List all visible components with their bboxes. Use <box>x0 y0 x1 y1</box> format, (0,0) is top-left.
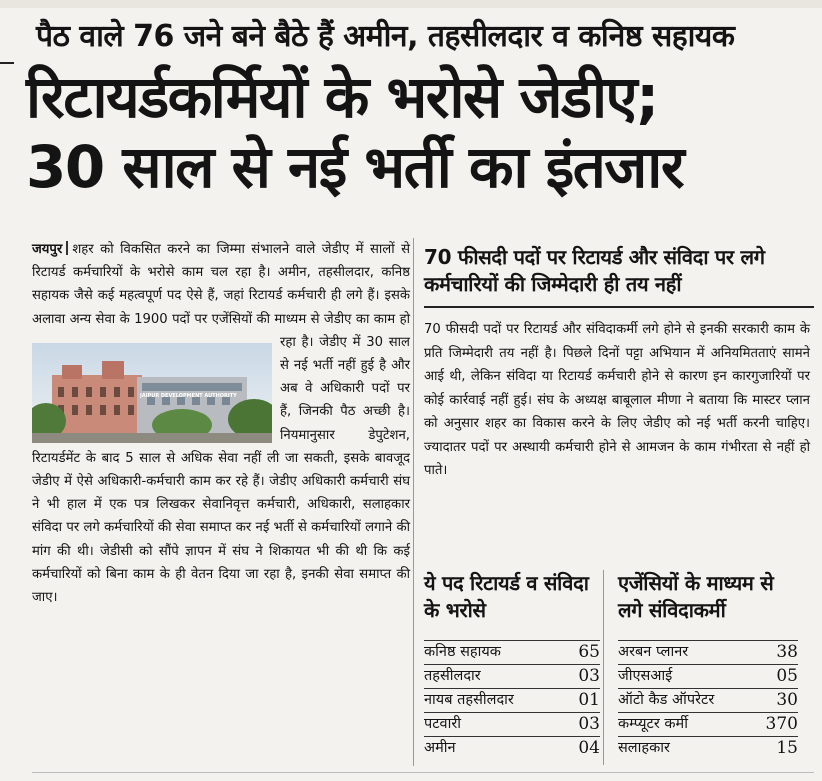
article-paragraph-b: पर एजेंसियों की माध्यम से जेडीए का काम हो रहा है। जेडीए में 30 साल से नई भर्ती नहीं हुई है और अब वे अधिकारी पदों पर हैं, जिनकी पैठ अच्छी है। नियमानुसार डेपुटेशन, रिटायर्डमेंट के बाद 5 साल से अधिक सेवा नहीं ली जा सकती, इसके बावजूद जेडीए में ऐसे अधिकारी-कर्मचारी काम कर रहे हैं। जेडीए अधिकारी कर्मचारी संघ ने भी हाल में एक पत्र लिखकर सेवानिवृत्त कर्मचारी, अधिकारी, सलाहकार संविदा पर लगे कर्मचारियों की सेवा समाप्त कर नई भर्ती से कर्मचारियों लगाने की मांग की थी। जेडीसी को सौंपे ज्ञापन में संघ ने शिकायत भी की थी कि कई कर्मचारियों को बिना काम के ही वेतन दिया जा रहा है, इनकी सेवा समाप्त की जाए। <box>32 311 410 606</box>
row-value: 38 <box>776 642 798 662</box>
row-value: 05 <box>776 666 798 686</box>
row-label: पटवारी <box>424 716 462 732</box>
row-label: जीएसआई <box>618 668 673 684</box>
row-value: 15 <box>776 738 798 758</box>
jda-building-photo <box>32 343 272 443</box>
row-value: 03 <box>578 714 600 734</box>
sidebar-heading-underline <box>424 306 814 308</box>
row-label: कनिष्ठ सहायक <box>424 644 501 660</box>
row-label: अमीन <box>424 740 456 756</box>
row-value: 04 <box>578 738 600 758</box>
row-value: 03 <box>578 666 600 686</box>
table-divider <box>603 570 604 765</box>
column-divider <box>413 238 414 766</box>
table-row <box>618 640 798 664</box>
agency-table-title: एजेंसियों के माध्यम से लगे संविदाकर्मी <box>618 571 774 622</box>
table-row <box>424 712 600 736</box>
table-row <box>618 688 798 712</box>
sidebar-heading: 70 फीसदी पदों पर रिटायर्ड और संविदा पर लगे कर्मचारियों की जिम्मेदारी ही तय नहीं <box>424 245 765 296</box>
dateline: जयपुर <box>32 242 63 257</box>
row-label: ऑटो कैड ऑपरेटर <box>618 692 715 708</box>
kicker-headline: पैठ वाले 76 जने बने बैठे हैं अमीन, तहसीलदार व कनिष्ठ सहायक <box>36 19 735 54</box>
table-row <box>424 664 600 688</box>
article-body <box>32 238 410 609</box>
dateline-separator <box>66 241 68 255</box>
headline-line-2: 30 साल से नई भर्ती का इंतजार <box>26 133 684 201</box>
retired-table-title: ये पद रिटायर्ड व संविदा के भरोसे <box>424 571 589 622</box>
row-label: नायब तहसीलदार <box>424 692 514 708</box>
row-label: अरबन प्लानर <box>618 644 689 660</box>
table-row <box>618 712 798 736</box>
sidebar-body: 70 फीसदी पदों पर रिटायर्ड और संविदाकर्मी लगे होने से इनकी सरकारी काम के प्रति जिम्मेदारी तय नहीं है। पिछले दिनों पट्टा अभियान में अनियमितताएं सामने आई थी, लेकिन संविदा या रिटायर्ड कर्मचारी होने से कारण इन कारगुजारियों पर कोई कार्रवाई नहीं हुई। संघ के अध्यक्ष बाबूलाल मीणा ने बताया कि मास्टर प्लान को अनुसार शहर का विकास करने के लिए जेडीए को नई भर्ती करनी चाहिए। ज्यादातर पदों पर अस्थायी कर्मचारी होने से आमजन के काम गंभीरता से नहीं हो पाते। <box>424 322 810 478</box>
main-headline <box>26 62 816 202</box>
margin-mark <box>0 62 14 64</box>
article-paragraph-a: शहर को विकसित करने का जिम्मा संभालने वाले जेडीए में सालों से रिटायर्ड कर्मचारियों के भरोसे काम चल रहा है। अमीन, तहसीलदार, कनिष्ठ सहायक जैसे कई महत्वपूर्ण पद ऐसे हैं, जहां रिटायर्ड कर्मचारी ही लगे हैं। इसके अलावा अन्य सेवा के 1900 पदों <box>32 242 410 327</box>
bottom-rule <box>32 772 814 773</box>
agency-staff-table <box>618 570 798 760</box>
table-row <box>424 640 600 664</box>
retired-posts-table <box>424 570 600 760</box>
headline-line-1: रिटायर्डकर्मियों के भरोसे जेडीए; <box>26 63 658 131</box>
table-row <box>424 688 600 712</box>
row-value: 30 <box>776 690 798 710</box>
row-label: कम्प्यूटर कर्मी <box>618 716 688 732</box>
row-value: 65 <box>578 642 600 662</box>
row-label: सलाहकार <box>618 740 670 756</box>
top-border <box>0 0 822 8</box>
building-sign: JAIPUR DEVELOPMENT AUTHORITY <box>140 392 237 399</box>
table-row <box>618 736 798 760</box>
row-label: तहसीलदार <box>424 668 481 684</box>
table-row <box>618 664 798 688</box>
row-value: 01 <box>578 690 600 710</box>
table-row <box>424 736 600 760</box>
row-value: 370 <box>765 714 798 734</box>
